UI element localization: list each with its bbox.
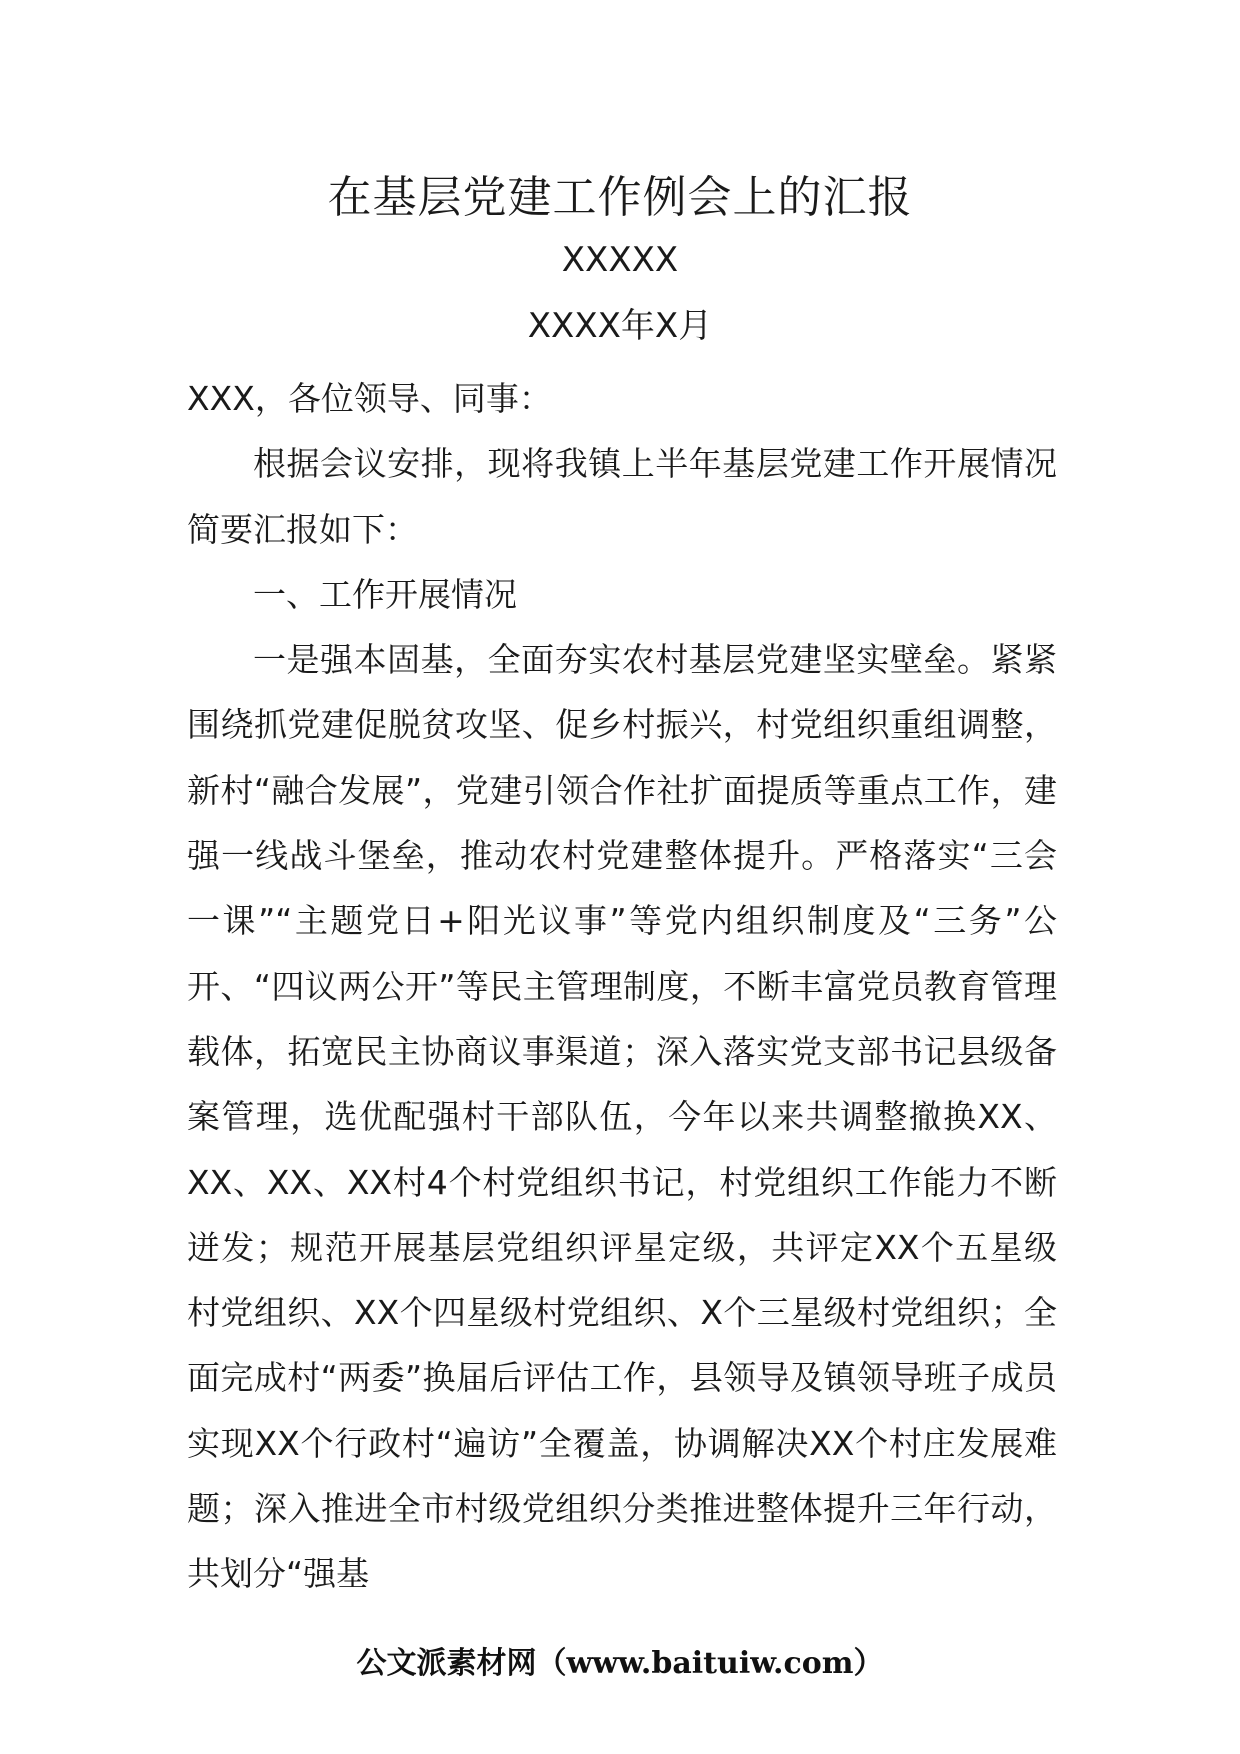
document-date: XXXX年X月 — [527, 306, 713, 346]
footer-watermark: 公文派素材网（www.baituiw.com） — [356, 1646, 884, 1681]
intro-paragraph: 根据会议安排，现将我镇上半年基层党建工作开展情况简要汇报如下： — [187, 444, 1057, 549]
document-author: XXXXX — [561, 240, 679, 280]
body-paragraph: 一是强本固基，全面夯实农村基层党建坚实壁垒。紧紧围绕抓党建促脱贫攻坚、促乡村振兴，村党组织重组调整，新村“融合发展”，党建引领合作社扩面提质等重点工作，建强一线战斗堡垒，推动农村党建整体提升。严格落实“三会一课”“主题党日+阳光议事”等党内组织制度及“三务”公开、“四议两公开”等民主管理制度，不断丰富党员教育管理载体，拓宽民主协商议事渠道；深入落实党支部书记县级备案管理，选优配强村干部队伍，今年以来共调整撤换XX、XX、XX、XX村4个村党组织书记，村党组织工作能力不断迸发；规范开展基层党组织评星定级，共评定XX个五星级村党组织、XX个四星级村党组织、X个三星级村党组织；全面完成村“两委”换届后评估工作，县领导及镇领导班子成员实现XX个行政村“遍访”全覆盖，协调解决XX个村庄发展难题；深入推进全市村级党组织分类推进整体提升三年行动，共划分“强基 — [187, 640, 1057, 1594]
section-heading: 一、工作开展情况 — [253, 574, 517, 614]
salutation: XXX，各位领导、同事： — [187, 379, 552, 418]
document-body — [187, 366, 1057, 1607]
document-title: 在基层党建工作例会上的汇报 — [327, 172, 913, 223]
